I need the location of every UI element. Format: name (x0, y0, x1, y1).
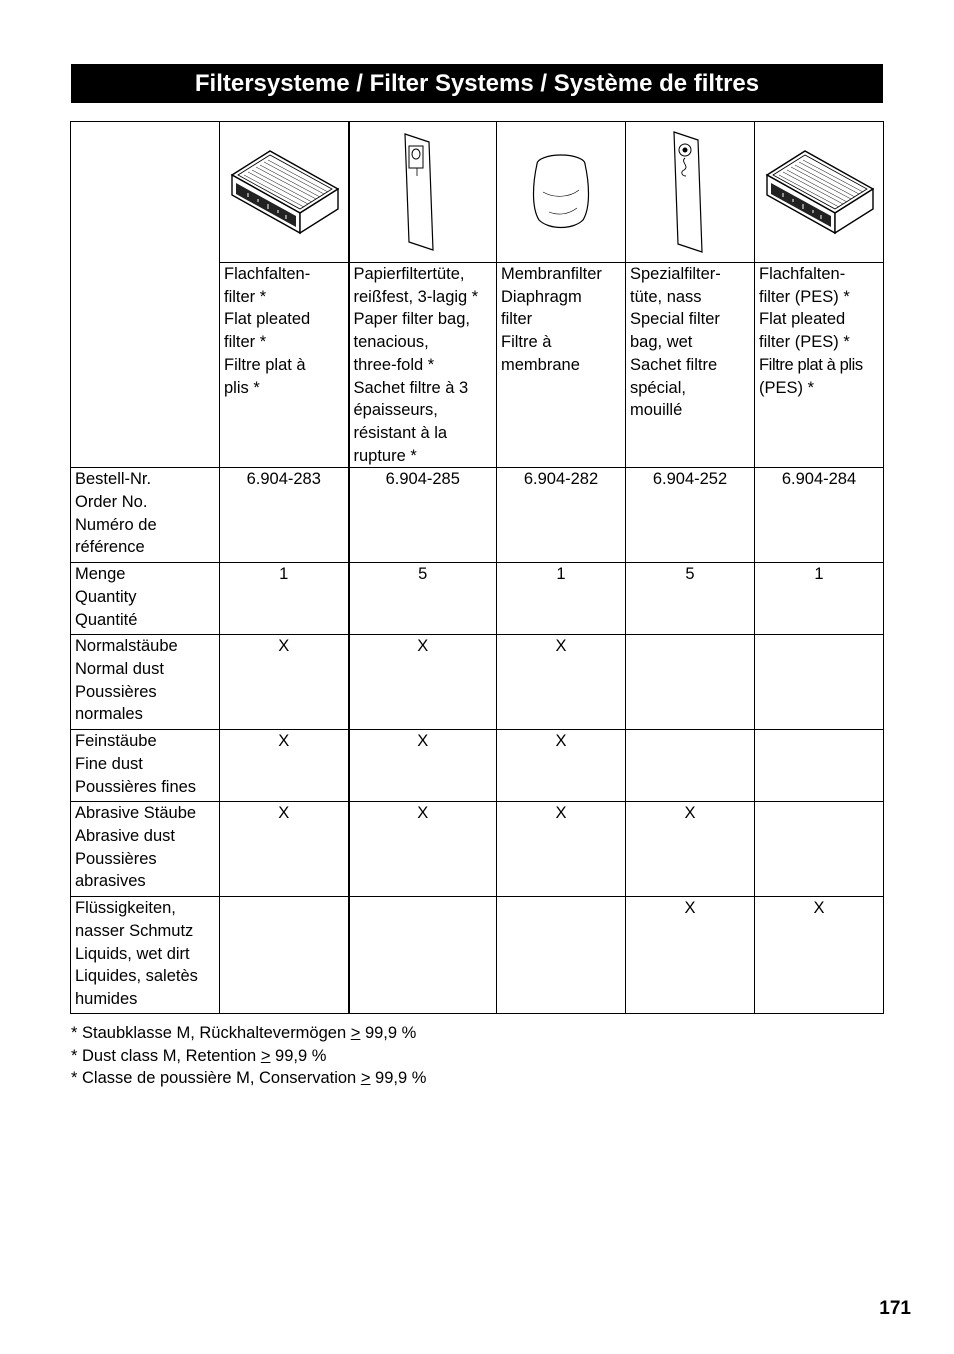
order-number-cell: 6.904-282 (497, 468, 626, 563)
suitability-cell (626, 730, 755, 802)
row-label: Flüssigkeiten, nasser Schmutz Liquids, wet dirt Liquides, saletès humides (71, 897, 220, 1014)
quantity-cell: 5 (349, 563, 497, 635)
normal-dust-row (71, 635, 884, 730)
suitability-cell (626, 635, 755, 730)
order-number-row (71, 468, 884, 563)
suitability-cell (755, 635, 884, 730)
special-filter-bag-icon (660, 130, 720, 254)
product-name-cell: Flachfalten- filter (PES) * Flat pleated filter (PES) * Filtre plat à plis (PES) * (755, 263, 884, 468)
product-name-cell: Papierfiltertüte, reißfest, 3-lagig * Paper filter bag, tenacious, three-fold * Sachet filtre à 3 épaisseurs, résistant à la rupture * (349, 263, 497, 468)
suitability-cell: X (220, 802, 349, 897)
abrasive-dust-row (71, 802, 884, 897)
footnote: * Dust class M, Retention > 99,9 % (71, 1046, 327, 1065)
quantity-row (71, 563, 884, 635)
suitability-cell: X (755, 897, 884, 1014)
page-number: 171 (879, 1298, 911, 1319)
suitability-cell (755, 730, 884, 802)
row-label: Menge Quantity Quantité (71, 563, 220, 635)
product-name-cell: Flachfalten- filter * Flat pleated filter * Filtre plat à plis * (220, 263, 349, 468)
membrane-filter-icon (529, 152, 593, 232)
suitability-cell (497, 897, 626, 1014)
suitability-cell (755, 802, 884, 897)
filter-systems-table (70, 121, 884, 1014)
liquids-row (71, 897, 884, 1014)
order-number-cell: 6.904-284 (755, 468, 884, 563)
title-bar (71, 64, 883, 103)
suitability-cell: X (626, 802, 755, 897)
image-row (71, 122, 884, 263)
quantity-cell: 5 (626, 563, 755, 635)
suitability-cell: X (349, 730, 497, 802)
suitability-cell: X (497, 730, 626, 802)
order-number-cell: 6.904-285 (349, 468, 497, 563)
product-image-cell (626, 122, 755, 263)
suitability-cell: X (497, 802, 626, 897)
suitability-cell: X (349, 635, 497, 730)
flat-pleated-filter-pes-icon (763, 149, 875, 235)
suitability-cell: X (220, 635, 349, 730)
fine-dust-row (71, 730, 884, 802)
row-label: Bestell-Nr. Order No. Numéro de référence (71, 468, 220, 563)
order-number-cell: 6.904-283 (220, 468, 349, 563)
product-name-cell: Membranfilter Diaphragm filter Filtre à membrane (497, 263, 626, 468)
paper-filter-bag-icon (393, 132, 453, 252)
product-image-cell (349, 122, 497, 263)
suitability-cell (220, 897, 349, 1014)
page-title: Filtersysteme / Filter Systems / Système de filtres (194, 69, 760, 97)
row-label: Feinstäube Fine dust Poussières fines (71, 730, 220, 802)
footnote: * Staubklasse M, Rückhaltevermögen > 99,9 % (71, 1024, 417, 1042)
product-name-cell: Spezialfilter- tüte, nass Special filter bag, wet Sachet filtre spécial, mouillé (626, 263, 755, 468)
quantity-cell: 1 (497, 563, 626, 635)
quantity-cell: 1 (755, 563, 884, 635)
suitability-cell (349, 897, 497, 1014)
suitability-cell: X (497, 635, 626, 730)
product-image-cell (755, 122, 884, 263)
row-label: Normalstäube Normal dust Poussières normales (71, 635, 220, 730)
row-label: Abrasive Stäube Abrasive dust Poussières abrasives (71, 802, 220, 897)
suitability-cell: X (220, 730, 349, 802)
flat-pleated-filter-icon (228, 149, 340, 235)
empty-corner-cell (71, 122, 220, 468)
suitability-cell: X (626, 897, 755, 1014)
suitability-cell: X (349, 802, 497, 897)
product-image-cell (220, 122, 349, 263)
product-image-cell (497, 122, 626, 263)
footnote: * Classe de poussière M, Conservation > 99,9 % (71, 1069, 427, 1088)
footnotes (71, 1022, 426, 1090)
quantity-cell: 1 (220, 563, 349, 635)
order-number-cell: 6.904-252 (626, 468, 755, 563)
